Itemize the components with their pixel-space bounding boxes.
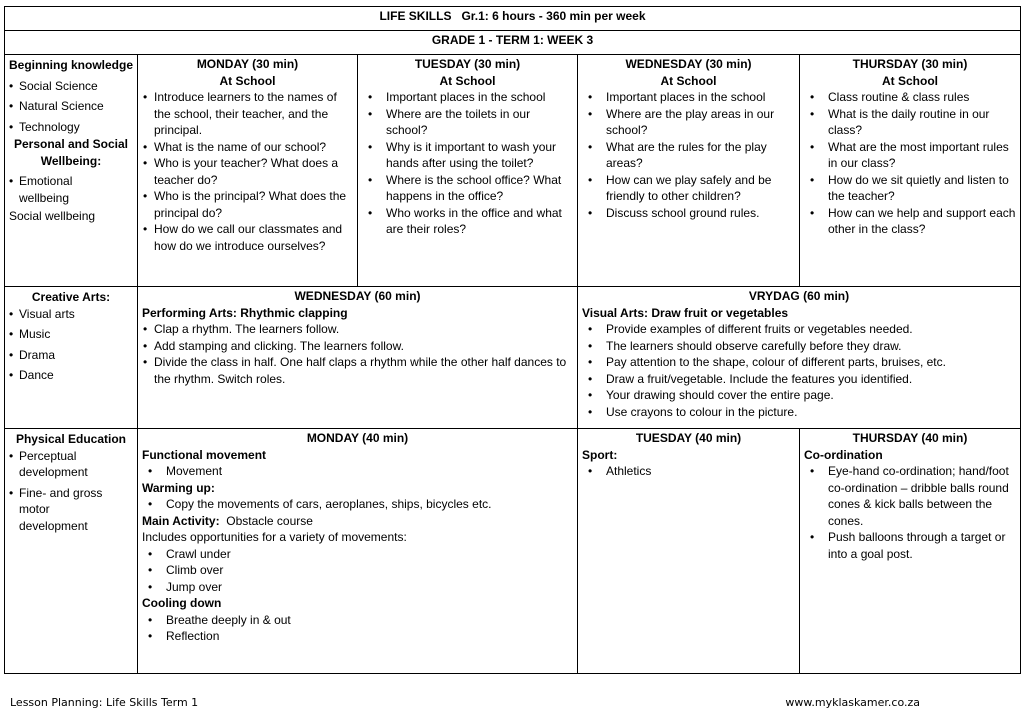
list-item: • Who works in the office and what are their roles?	[362, 205, 573, 238]
list-item: • Discuss school ground rules.	[582, 205, 795, 222]
coordination-title: Co-ordination	[804, 447, 883, 462]
list-item: • Copy the movements of cars, aeroplanes, ships, bicycles etc.	[142, 496, 573, 513]
physical-education-cell	[5, 429, 138, 674]
functional-movement-title: Functional movement	[142, 447, 267, 462]
list-item: • Jump over	[142, 579, 573, 596]
beginning-knowledge-row	[5, 55, 1021, 287]
warming-up-title: Warming up:	[142, 480, 215, 495]
creative-wednesday-heading: WEDNESDAY (60 min)	[294, 289, 421, 303]
tuesday-heading: TUESDAY (30 min)	[414, 57, 521, 71]
list-item: • Visual arts	[9, 306, 133, 323]
social-wellbeing-text: Social wellbeing	[9, 209, 96, 223]
list-item: • How do we sit quietly and listen to the teacher?	[804, 172, 1016, 205]
list-item: • Add stamping and clicking. The learners follow.	[142, 338, 573, 355]
creative-friday-cell	[578, 287, 1021, 429]
main-activity-value: Obstacle course	[219, 513, 313, 528]
physical-education-heading: Physical Education	[15, 432, 127, 446]
list-item: • Drama	[9, 347, 133, 364]
list-item: • Push balloons through a target or into a goal post.	[804, 529, 1016, 562]
pe-tuesday-heading: TUESDAY (40 min)	[635, 431, 742, 445]
list-item: • Reflection	[142, 628, 573, 645]
list-item: • Natural Science	[9, 98, 133, 115]
creative-arts-cell	[5, 287, 138, 429]
sport-title: Sport:	[582, 447, 618, 462]
beginning-knowledge-heading: Beginning knowledge	[9, 58, 134, 72]
list-item: • Divide the class in half. One half claps a rhythm while the other half dances to the rhythm. Switch roles.	[142, 354, 573, 387]
personal-social-heading: Personal and Social Wellbeing:	[13, 137, 129, 168]
list-item: • Breathe deeply in & out	[142, 612, 573, 629]
list-item: • Important places in the school	[582, 89, 795, 106]
main-activity-title: Main Activity:	[142, 513, 220, 528]
list-item: • What is the name of our school?	[142, 139, 353, 156]
list-item: • The learners should observe carefully before they draw.	[582, 338, 1016, 355]
table-subtitle: GRADE 1 - TERM 1: WEEK 3	[5, 31, 1021, 55]
pe-thursday-heading: THURSDAY (40 min)	[852, 431, 968, 445]
list-item: • Dance	[9, 367, 133, 384]
pe-monday-heading: MONDAY (40 min)	[306, 431, 409, 445]
lesson-plan-table	[4, 6, 1021, 674]
creative-wednesday-cell	[138, 287, 578, 429]
pe-monday-cell	[138, 429, 578, 674]
monday-heading: MONDAY (30 min)	[196, 57, 299, 71]
list-item: • Introduce learners to the names of the school, their teacher, and the principal.	[142, 89, 353, 139]
footer-website: www.myklaskamer.co.za	[785, 696, 920, 709]
list-item: • Where are the toilets in our school?	[362, 106, 573, 139]
creative-arts-row	[5, 287, 1021, 429]
list-item: • Fine- and gross motor development	[9, 485, 109, 535]
list-item: • Provide examples of different fruits or vegetables needed.	[582, 321, 1016, 338]
list-item: • Where are the play areas in our school?	[582, 106, 795, 139]
monday-topic: At School	[219, 73, 276, 88]
pe-tuesday-cell	[578, 429, 800, 674]
list-item: • How do we call our classmates and how do we introduce ourselves?	[142, 221, 353, 254]
creative-wednesday-subtitle: Performing Arts: Rhythmic clapping	[142, 305, 348, 320]
list-item: • Why is it important to wash your hands after using the toilet?	[362, 139, 573, 172]
list-item: • Pay attention to the shape, colour of different parts, bruises, etc.	[582, 354, 1016, 371]
wednesday-heading: WEDNESDAY (30 min)	[625, 57, 752, 71]
physical-education-row	[5, 429, 1021, 674]
creative-friday-subtitle: Visual Arts: Draw fruit or vegetables	[582, 305, 789, 320]
list-item: • What are the rules for the play areas?	[582, 139, 795, 172]
thursday-heading: THURSDAY (30 min)	[852, 57, 968, 71]
list-item: • Climb over	[142, 562, 573, 579]
creative-arts-heading: Creative Arts:	[31, 290, 111, 304]
list-item: • Important places in the school	[362, 89, 573, 106]
list-item: • How can we help and support each other in the class?	[804, 205, 1016, 238]
list-item: • Draw a fruit/vegetable. Include the features you identified.	[582, 371, 1016, 388]
monday-cell	[138, 55, 358, 287]
list-item: • Clap a rhythm. The learners follow.	[142, 321, 573, 338]
list-item: • What are the most important rules in our class?	[804, 139, 1016, 172]
list-item: • Technology	[9, 119, 133, 136]
list-item: • Music	[9, 326, 133, 343]
list-item: • Athletics	[582, 463, 795, 480]
table-title: LIFE SKILLS Gr.1: 6 hours - 360 min per week	[5, 7, 1021, 31]
footer-left-text: Lesson Planning: Life Skills Term 1	[10, 696, 199, 709]
creative-friday-heading: VRYDAG (60 min)	[748, 289, 850, 303]
list-item: • How can we play safely and be friendly to other children?	[582, 172, 795, 205]
list-item: • Perceptual development	[9, 448, 109, 481]
list-item: • Who is your teacher? What does a teacher do?	[142, 155, 353, 188]
list-item: • Class routine & class rules	[804, 89, 1016, 106]
wednesday-cell	[578, 55, 800, 287]
cooling-down-title: Cooling down	[142, 596, 222, 610]
wednesday-topic: At School	[660, 73, 717, 88]
list-item: • Emotional wellbeing	[9, 173, 89, 206]
pe-thursday-cell	[800, 429, 1021, 674]
main-activity-line	[142, 513, 573, 530]
list-item: • Crawl under	[142, 546, 573, 563]
tuesday-topic: At School	[439, 73, 496, 88]
list-item: • Eye-hand co-ordination; hand/foot co-ordination – dribble balls round cones & kick balls between the cones.	[804, 463, 1016, 529]
list-item: • Use crayons to colour in the picture.	[582, 404, 1016, 421]
thursday-cell	[800, 55, 1021, 287]
thursday-topic: At School	[882, 73, 938, 88]
beginning-knowledge-cell	[5, 55, 138, 287]
list-item: • Who is the principal? What does the principal do?	[142, 188, 353, 221]
list-item: • Where is the school office? What happens in the office?	[362, 172, 573, 205]
list-item: • Social Science	[9, 78, 133, 95]
list-item: • Your drawing should cover the entire page.	[582, 387, 1016, 404]
list-item: • What is the daily routine in our class?	[804, 106, 1016, 139]
main-activity-description: Includes opportunities for a variety of movements:	[142, 530, 407, 544]
list-item: • Movement	[142, 463, 573, 480]
tuesday-cell	[358, 55, 578, 287]
